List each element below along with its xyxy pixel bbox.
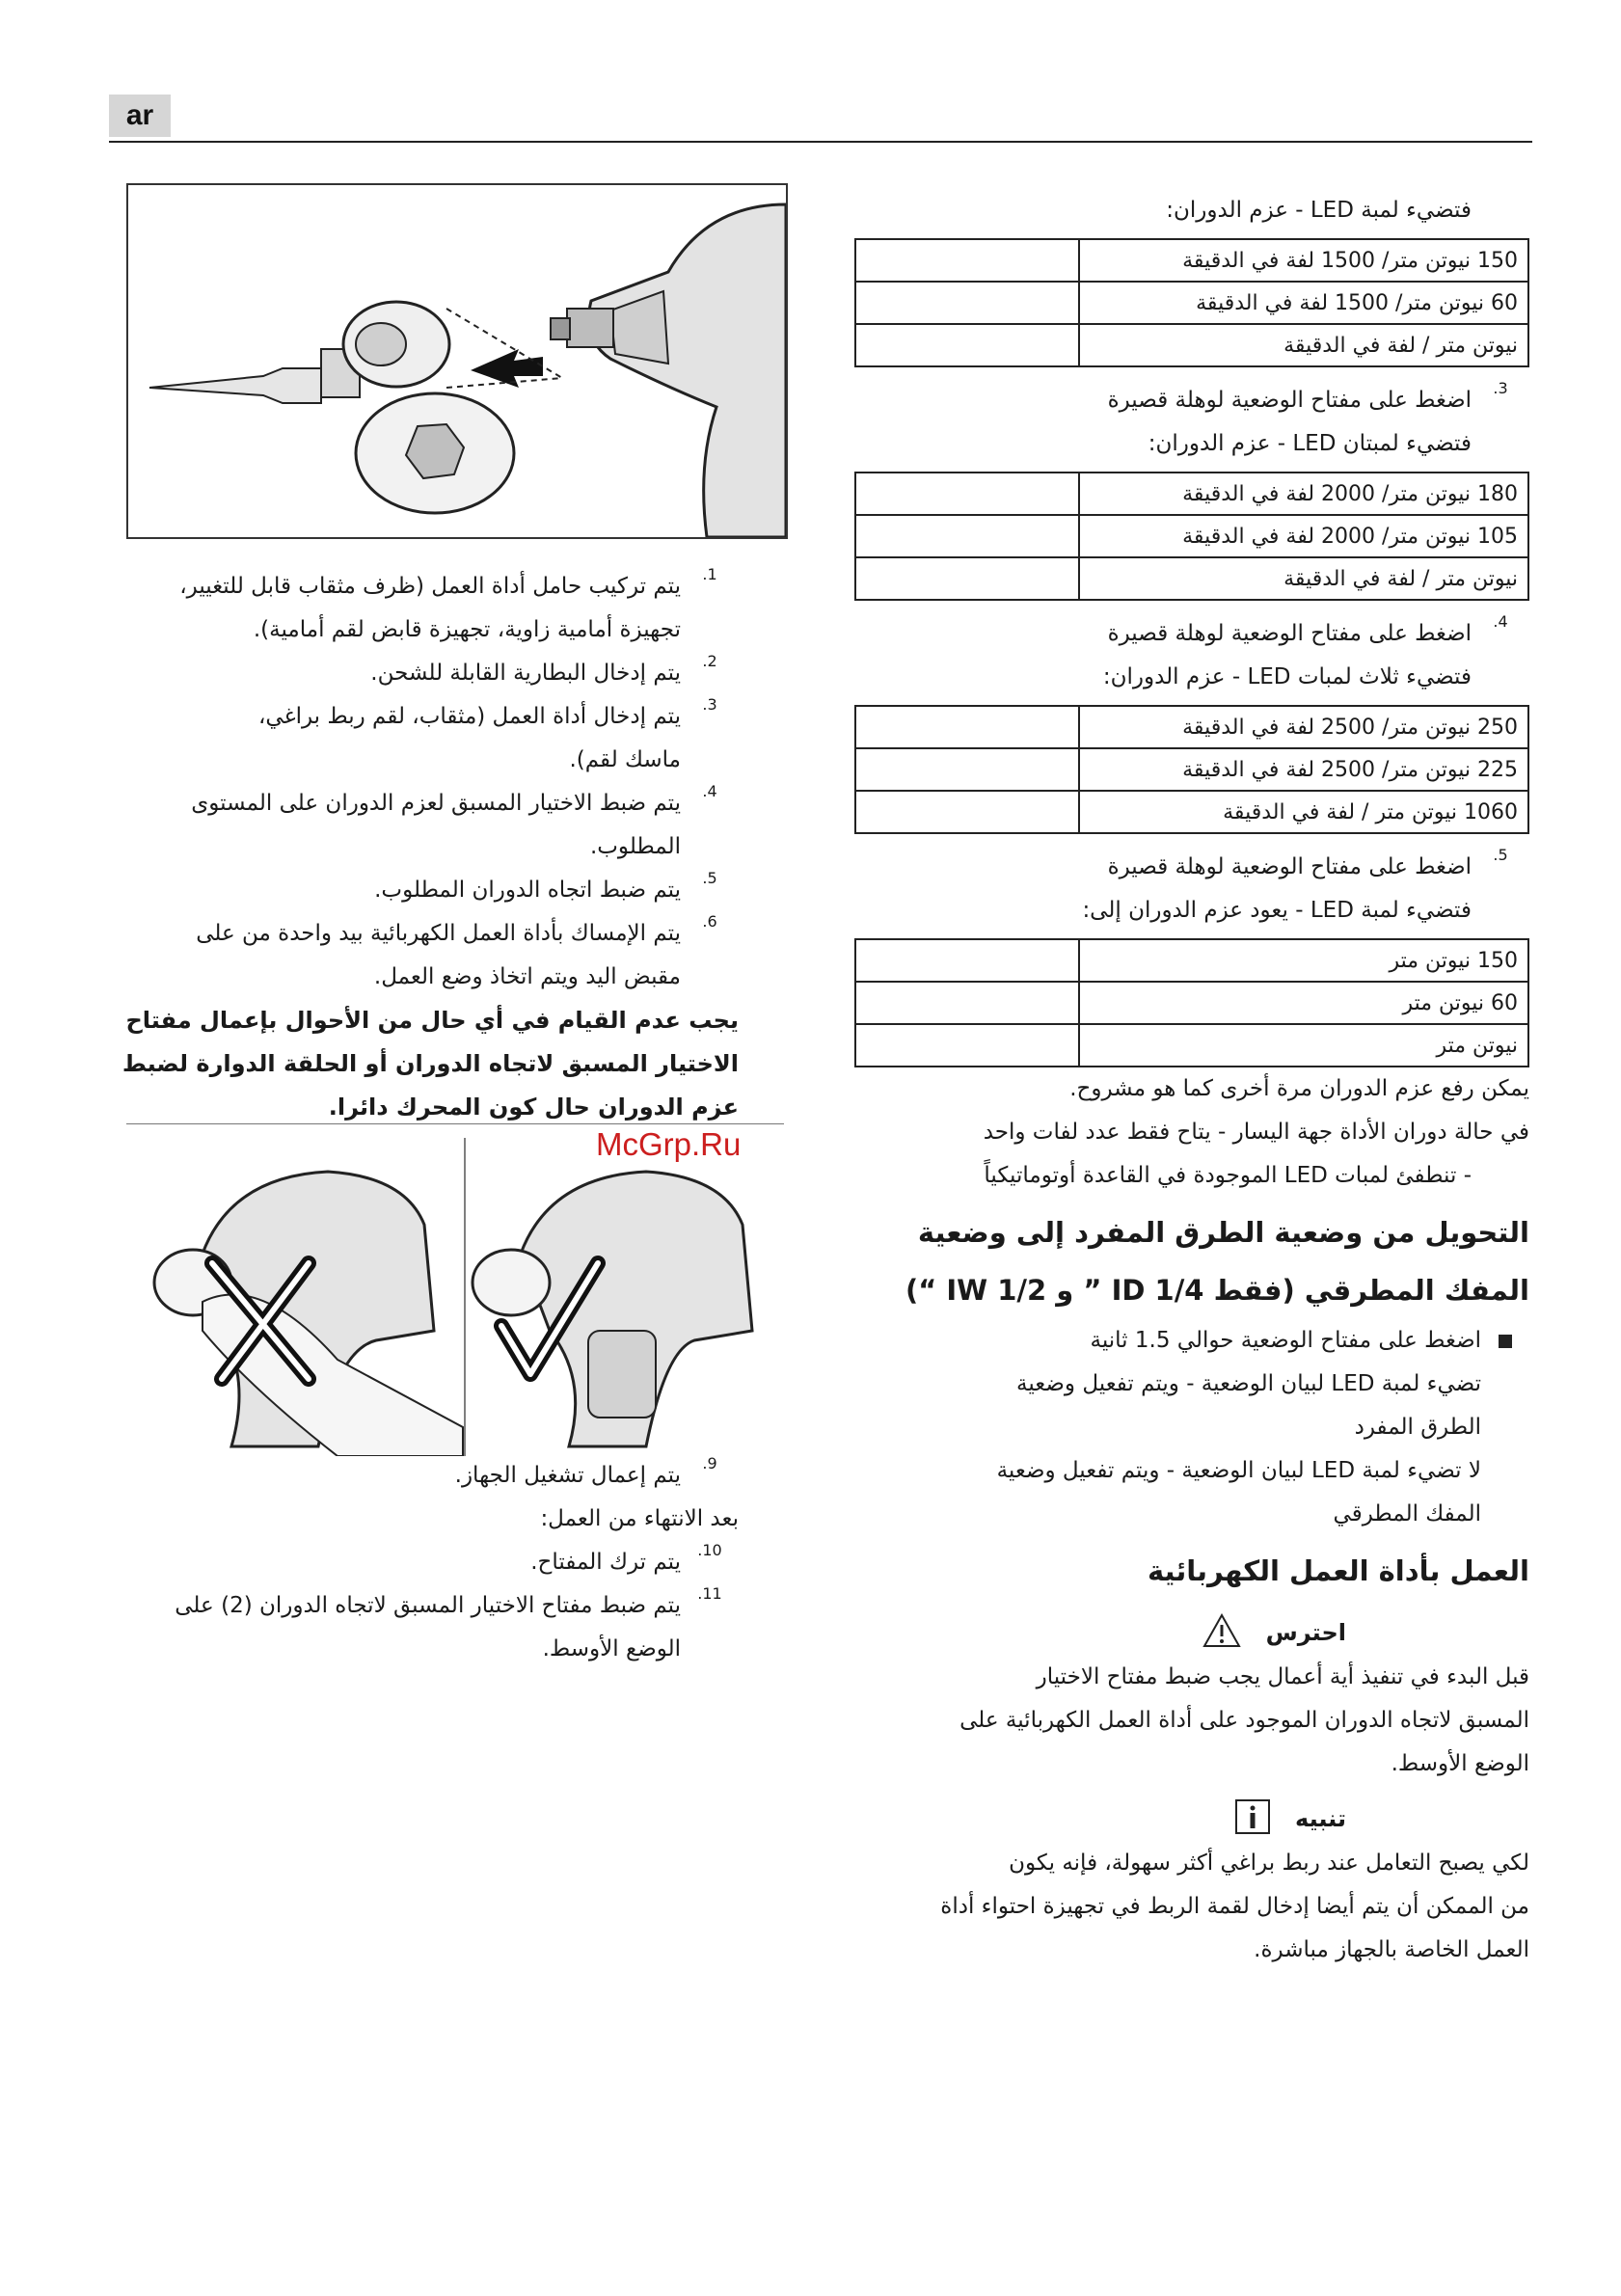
torque-note-2: في حالة دوران الأداة جهة اليسار - يتاح فقط عدد لفات واحد bbox=[983, 1120, 1529, 1145]
torque-table-2 bbox=[854, 472, 1529, 601]
table-row: 1060 نيوتن متر / لفة في الدقيقة bbox=[855, 791, 1528, 833]
led-intro-2: فتضيء لمبتان LED - عزم الدوران: bbox=[1148, 431, 1472, 456]
torque-note-1: يمكن رفع عزم الدوران مرة أخرى كما هو مشروح. bbox=[1069, 1076, 1529, 1101]
table-row: نيوتن متر / لفة في الدقيقة bbox=[855, 324, 1528, 366]
header-rule bbox=[109, 141, 1532, 143]
torque-table-4 bbox=[854, 938, 1529, 1067]
language-badge: ar bbox=[109, 95, 171, 137]
table-row: نيوتن متر bbox=[855, 1024, 1528, 1067]
torque-table-1 bbox=[854, 238, 1529, 367]
mode-switch-bullet: اضغط على مفتاح الوضعية حوالي 1.5 ثانية تضيء لمبة LED لبيان الوضعية - ويتم تفعيل وضعية الطرق المفرد لا تضيء لمبة LED لبيان الوضعية - ويتم تفعيل وضعية المفك المطرقي bbox=[851, 1319, 1529, 1536]
step-4-right: .4 اضغط على مفتاح الوضعية لوهلة قصيرة bbox=[1107, 612, 1508, 646]
led-intro-4: فتضيء لمبة LED - يعود عزم الدوران إلى: bbox=[1082, 898, 1472, 923]
section-divider bbox=[126, 1123, 784, 1124]
table-row: 250 نيوتن متر/ 2500 لفة في الدقيقة bbox=[855, 706, 1528, 748]
bullet-square-icon bbox=[1481, 1319, 1529, 1536]
table-row: 105 نيوتن متر/ 2000 لفة في الدقيقة bbox=[855, 515, 1528, 557]
left-bottom-steps bbox=[114, 1454, 739, 1671]
step-3-right: .3 اضغط على مفتاح الوضعية لوهلة قصيرة bbox=[1107, 379, 1508, 413]
step-6: .6 يتم الإمساك بأداة العمل الكهربائية بيد واحدة من على مقبض اليد ويتم اتخاذ وضع العمل. bbox=[196, 912, 717, 989]
info-icon bbox=[1235, 1799, 1270, 1838]
step-1: .1 يتم تركيب حامل أداة العمل (ظرف مثقاب قابل للتغيير، تجهيزة أمامية زاوية، تجهيزة قابض لقم أمامية). bbox=[179, 565, 717, 642]
table-row: 225 نيوتن متر/ 2500 لفة في الدقيقة bbox=[855, 748, 1528, 791]
right-column bbox=[851, 189, 1529, 1972]
caution-text: قبل البدء في تنفيذ أية أعمال يجب ضبط مفتاح الاختيار المسبق لاتجاه الدوران الموجود على أداة العمل الكهربائية على الوضع الأوسط. bbox=[959, 1664, 1529, 1776]
step-10: .10 يتم ترك المفتاح. bbox=[530, 1541, 722, 1575]
step-5-right: .5 اضغط على مفتاح الوضعية لوهلة قصيرة bbox=[1107, 846, 1508, 879]
table-row: 150 نيوتن متر bbox=[855, 939, 1528, 982]
table-row: نيوتن متر / لفة في الدقيقة bbox=[855, 557, 1528, 600]
step-9: .9 يتم إعمال تشغيل الجهاز. bbox=[454, 1454, 717, 1488]
section-title-mode-switch: التحويل من وضعية الطرق المفرد إلى وضعية المفك المطرقي (فقط ID 1/4 ” و IW 1/2 “) bbox=[905, 1216, 1529, 1307]
step-4: .4 يتم ضبط الاختيار المسبق لعزم الدوران على المستوى المطلوب. bbox=[191, 782, 717, 859]
left-column bbox=[114, 565, 739, 1129]
grip-comparison-figure bbox=[145, 1138, 781, 1456]
step-5: .5 يتم ضبط اتجاه الدوران المطلوب. bbox=[374, 869, 717, 903]
torque-table-3 bbox=[854, 705, 1529, 834]
table-row: 60 نيوتن متر/ 1500 لفة في الدقيقة bbox=[855, 282, 1528, 324]
watermark: McGrp.Ru bbox=[596, 1126, 742, 1162]
table-row: 60 نيوتن متر bbox=[855, 982, 1528, 1024]
led-intro-3: فتضيء ثلاث لمبات LED - عزم الدوران: bbox=[1102, 664, 1472, 689]
led-intro-1: فتضيء لمبة LED - عزم الدوران: bbox=[1166, 198, 1472, 223]
tool-insertion-figure bbox=[126, 183, 788, 539]
caution-heading: احترس bbox=[851, 1613, 1529, 1652]
step-2: .2 يتم إدخال البطارية القابلة للشحن. bbox=[370, 652, 717, 686]
warning-triangle-icon bbox=[1202, 1613, 1241, 1652]
tool-insertion-illustration bbox=[128, 185, 786, 537]
note-text: لكي يصبح التعامل عند ربط براغي أكثر سهولة، فإنه يكون من الممكن أن يتم أيضا إدخال لقمة الربط في تجهيزة احتواء أداة العمل الخاصة بالجهاز مباشرة. bbox=[940, 1850, 1529, 1962]
torque-note-3: - تنطفئ لمبات LED الموجودة في القاعدة أوتوماتيكياً bbox=[984, 1163, 1472, 1188]
table-row: 150 نيوتن متر/ 1500 لفة في الدقيقة bbox=[855, 239, 1528, 282]
section-title-working: العمل بأداة العمل الكهربائية bbox=[1147, 1554, 1529, 1587]
table-row: 180 نيوتن متر/ 2000 لفة في الدقيقة bbox=[855, 473, 1528, 515]
step-11: .11 يتم ضبط مفتاح الاختيار المسبق لاتجاه الدوران (2) على الوضع الأوسط. bbox=[175, 1584, 722, 1661]
step-3: .3 يتم إدخال أداة العمل (مثقاب، لقم ربط براغي، ماسك لقم). bbox=[257, 695, 717, 772]
note-heading: تنبيه bbox=[851, 1799, 1529, 1838]
after-work-label: بعد الانتهاء من العمل: bbox=[540, 1506, 739, 1531]
grip-comparison-illustration bbox=[145, 1138, 781, 1456]
warning-text: يجب عدم القيام في أي حال من الأحوال بإعمال مفتاح الاختيار المسبق لاتجاه الدوران أو الحلقة الدوارة لضبط عزم الدوران حال كون المحرك دائرا. bbox=[122, 1007, 739, 1121]
